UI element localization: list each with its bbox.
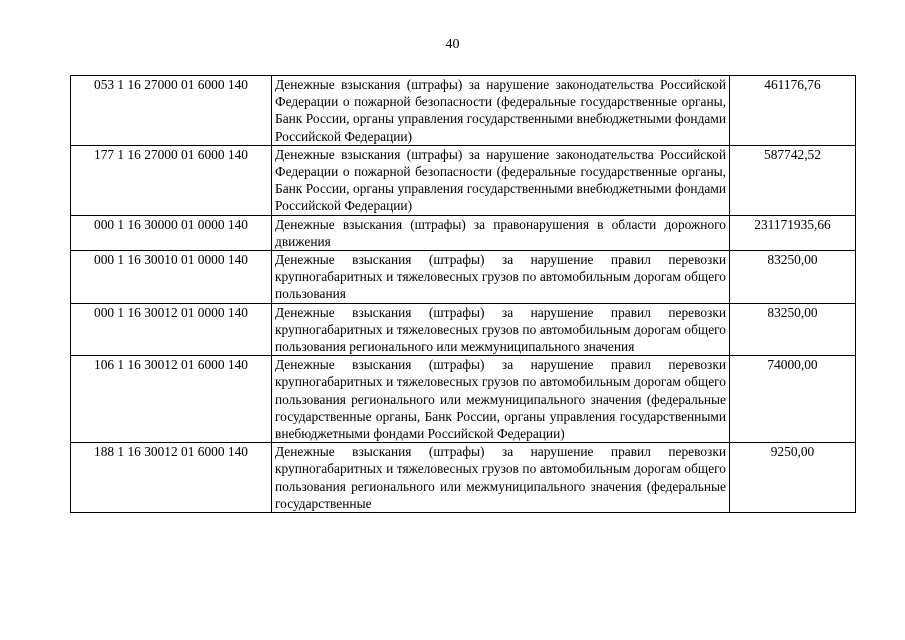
- amount-cell: 587742,52: [730, 145, 856, 215]
- amount-cell: 83250,00: [730, 303, 856, 356]
- budget-code-cell: 000 1 16 30010 01 0000 140: [71, 251, 272, 304]
- page-number: 40: [445, 37, 460, 52]
- budget-code-cell: 188 1 16 30012 01 6000 140: [71, 443, 272, 513]
- amount-cell: 231171935,66: [730, 215, 856, 250]
- budget-code-cell: 000 1 16 30000 01 0000 140: [71, 215, 272, 250]
- amount-cell: 83250,00: [730, 251, 856, 304]
- budget-code-cell: 106 1 16 30012 01 6000 140: [71, 356, 272, 443]
- table-row: [71, 145, 856, 215]
- description-cell: Денежные взыскания (штрафы) за правонарушения в области дорожного движения: [272, 215, 730, 250]
- amount-cell: 9250,00: [730, 443, 856, 513]
- amount-cell: 461176,76: [730, 76, 856, 146]
- description-cell: Денежные взыскания (штрафы) за нарушение законодательства Российской Федерации о пожарной безопасности (федеральные государственные органы, Банк России, органы управления государственными внебюджетными фондами Российской Федерации): [272, 145, 730, 215]
- description-cell: Денежные взыскания (штрафы) за нарушение правил перевозки крупногабаритных и тяжеловесных грузов по автомобильным дорогам общего пользования: [272, 251, 730, 304]
- description-cell: Денежные взыскания (штрафы) за нарушение правил перевозки крупногабаритных и тяжеловесных грузов по автомобильным дорогам общего пользования регионального или межмуниципального значения (федеральные государственные органы, Банк России, органы управления государственными внебюджетными фондами Российской Федерации): [272, 356, 730, 443]
- table-row: [71, 76, 856, 146]
- table-row: [71, 443, 856, 513]
- budget-code-cell: 177 1 16 27000 01 6000 140: [71, 145, 272, 215]
- amount-cell: 74000,00: [730, 356, 856, 443]
- table-row: [71, 215, 856, 250]
- description-cell: Денежные взыскания (штрафы) за нарушение законодательства Российской Федерации о пожарной безопасности (федеральные государственные органы, Банк России, органы управления государственными внебюджетными фондами Российской Федерации): [272, 76, 730, 146]
- table-row: [71, 303, 856, 356]
- table-row: [71, 356, 856, 443]
- budget-code-cell: 053 1 16 27000 01 6000 140: [71, 76, 272, 146]
- description-cell: Денежные взыскания (штрафы) за нарушение правил перевозки крупногабаритных и тяжеловесных грузов по автомобильным дорогам общего пользования регионального или межмуниципального значения (федеральные государственные: [272, 443, 730, 513]
- description-cell: Денежные взыскания (штрафы) за нарушение правил перевозки крупногабаритных и тяжеловесных грузов по автомобильным дорогам общего пользования регионального или межмуниципального значения: [272, 303, 730, 356]
- revenue-table: [70, 75, 856, 513]
- table-row: [71, 251, 856, 304]
- budget-code-cell: 000 1 16 30012 01 0000 140: [71, 303, 272, 356]
